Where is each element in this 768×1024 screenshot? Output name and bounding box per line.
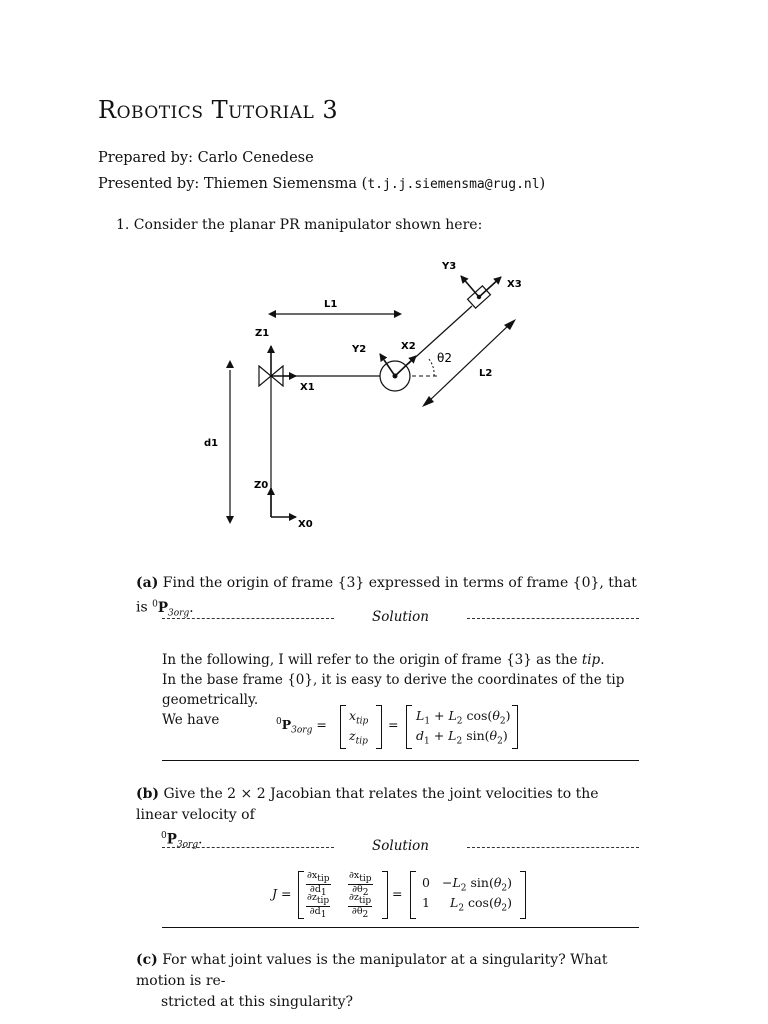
label-z0: Z0 <box>254 480 269 491</box>
label-l2: L2 <box>479 368 493 379</box>
equation-p3org: $^0P_{3org}$ = $x_{tip}$ $z_{tip}$ = $L_1 + L_2$ $\cos(\theta_2)$ $d_1 + L_2$ $\sin(\theta_2)$ <box>276 703 536 751</box>
part-c-text-line1: For what joint values is the manipulator at a singularity? What motion is re- <box>136 952 608 989</box>
part-a-solution-header <box>162 610 639 626</box>
part-a-line1-text: In the following, I will refer to the origin of frame {3} as the <box>162 652 578 668</box>
part-a-line2: In the base frame {0}, it is easy to derive the coordinates of the tip geometrically. <box>162 672 625 708</box>
presented-by-line: Presented by: Thiemen Siemensma (t.j.j.siemensma@rug.nl) <box>98 176 546 192</box>
label-y2: Y2 <box>352 344 367 355</box>
d1-arrow-up <box>226 360 234 368</box>
manipulator-diagram <box>190 250 550 545</box>
prepared-by-name: Carlo Cenedese <box>197 150 314 166</box>
part-b-text: Give the 2 × 2 Jacobian that relates the joint velocities to the linear velocity of <box>136 786 599 823</box>
label-d1: d1 <box>204 438 219 449</box>
part-a-solution-label: Solution <box>372 609 429 625</box>
l1-arrow-right <box>394 310 402 318</box>
page-title: Robotics Tutorial 3 <box>98 96 339 124</box>
presented-by-label: Presented by: <box>98 176 200 192</box>
prepared-by-line <box>98 150 314 166</box>
part-b-math: $^0P_{3org}$. <box>161 831 203 851</box>
label-x3: X3 <box>507 279 522 290</box>
part-b-solution-label: Solution <box>372 838 429 854</box>
part-a-text: Find the origin of frame {3} expressed in terms of frame {0}, that is <box>136 575 637 616</box>
label-x2: X2 <box>401 341 416 352</box>
label-z1: Z1 <box>255 328 270 339</box>
part-c-text-line2: stricted at this singularity? <box>161 994 354 1010</box>
prismatic-joint-left <box>259 366 271 386</box>
part-a-line3: We have <box>162 712 220 728</box>
question-1-text: 1. Consider the planar PR manipulator shown here: <box>116 217 483 233</box>
part-a-math: $^0P_{3org}$. <box>152 599 194 619</box>
label-x1: X1 <box>300 382 315 393</box>
label-l1: L1 <box>324 299 338 310</box>
part-b-label: (b) <box>136 786 160 802</box>
part-b-divider <box>162 927 639 928</box>
part-a-line1: In the following, I will refer to the origin of frame {3} as the tip. <box>162 652 605 668</box>
prepared-by-label: Prepared by: <box>98 150 193 166</box>
part-a-divider <box>162 760 639 761</box>
part-c-question <box>136 950 642 1013</box>
presented-by-name: Thiemen Siemensma <box>203 176 358 192</box>
label-y3: Y3 <box>442 261 457 272</box>
d1-arrow-down <box>226 516 234 524</box>
part-c-label: (c) <box>136 952 158 968</box>
label-theta2: θ2 <box>437 351 452 365</box>
y3-axis <box>461 276 479 297</box>
part-a-label: (a) <box>136 575 159 591</box>
y2-axis <box>380 354 395 376</box>
presenter-email: t.j.j.siemensma@rug.nl <box>367 177 540 192</box>
theta2-arc <box>428 358 434 376</box>
part-a-line1-emphasis: tip <box>581 652 601 668</box>
part-b-solution-header <box>162 839 639 855</box>
equation-jacobian: J = $\frac{\partial x_{tip}}{\partial d_1}$ $\frac{\partial x_{tip}}{\partial\theta_2}$ $\frac{\partial z_{tip}}{\partial d_1}$ $\frac{\partial z_{tip}}{\partial\theta_2}$ = 0 1 $-L_2$ $\sin(\theta_2)$ $L_2$ $\cos(\theta_2)$ <box>272 870 532 920</box>
l1-arrow-left <box>268 310 276 318</box>
label-x0: X0 <box>298 519 313 530</box>
